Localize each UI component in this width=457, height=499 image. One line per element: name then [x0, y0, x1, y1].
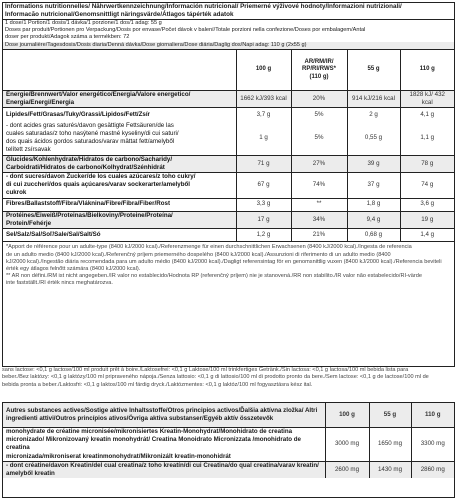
footnote-line: de un adulto medio (8400 kJ/2000 kcal)./Referenčný príjem priemerného dospelého (8400 kJ/2000 kcal)./Assunzioni di riferimento di un adulto medio (8400 [6, 251, 391, 258]
value-110g: 4,1 g [400, 108, 454, 122]
nutrition-title-line: Informacão nutricional/Genomsnittligt näringsvärde/Átlagos tápérték adatok [5, 11, 234, 18]
nutrition-table [3, 50, 454, 242]
nutrient-label [3, 172, 236, 198]
active-row-creatine [3, 461, 454, 478]
nutrient-label: Sel/Salz/Sal/Soľ/Sale/Sal/Salt/Só [3, 228, 236, 241]
nutrient-label-line: cuales saturadas/z toho nasýtené mastné kyseliny/di cui saturi/ [6, 129, 179, 137]
value-100g: 17 g [236, 211, 291, 228]
active-label-line: micronizada/mikroniserat kreatinmonohydrat/Mikronizált kreatin-monohidrát [6, 452, 231, 460]
lactose-free-statement [2, 367, 453, 389]
nutrient-row-sugars [3, 172, 454, 198]
value-55g: 1430 mg [369, 461, 411, 478]
ri-header-line: AR/RM/IR/ [304, 58, 334, 65]
nutrient-row-protein [3, 211, 454, 228]
nutrient-row-fat [3, 108, 454, 122]
servings-per-pack-text: Doses par produit/Portionen pro Verpackung/Dosis por envase/Počet dávok v balení/Totale porzioni nella confezione/Doses por embalagem/Antal [5, 27, 366, 34]
value-55g: 1650 mg [369, 428, 411, 462]
value-110g: 3,6 g [400, 198, 454, 211]
value-100g: 2600 mg [325, 461, 369, 478]
lactose-line: bebida pronta a beber./Laktosfri: <0,1 g laktos/100 ml färdig dryck./Laktózmentes: <0,1 g laktóz/100 ml fogyasztásra kész ital. [2, 381, 313, 388]
footnote-reference-intake [3, 241, 454, 287]
nutrient-row-carbohydrate [3, 155, 454, 172]
nutrient-label-line: - dont sucres/davon Zucker/de los cuales azúcares/z toho cukry/ [6, 172, 196, 180]
nutrient-label [3, 122, 236, 155]
nutrient-row-energy [3, 90, 454, 107]
value-55g: 0,55 g [347, 122, 400, 155]
nutrient-label-line: Protein/Fehérje [6, 219, 52, 227]
value-ri: 34% [291, 211, 347, 228]
nutrient-row-fibre [3, 198, 454, 211]
value-ri: 21% [291, 228, 347, 241]
nutrient-label-line: cukrok [6, 189, 27, 197]
active-label-line: micronizado/ Mikronizovaný kreatín monohydrát/ Creatina Monoidrato Micronizzata /monohidrato de creatina [6, 436, 301, 452]
nutrient-label-line: Protéines/Eiweiß/Proteinas/Bielkoviny/Proteine/Proteína/ [6, 211, 173, 219]
value-100g: 3,7 g [236, 108, 291, 122]
active-substances-panel [2, 402, 455, 498]
actives-title [3, 403, 325, 428]
footnote-line: inte fastställt./RI érték nincs meghatározva. [6, 280, 113, 287]
value-100g: 1,2 g [236, 228, 291, 241]
nutrient-label: Lipides/Fett/Grasas/Tuky/Grassi/Lipidos/Fett/Zsír [3, 108, 236, 122]
col-header-100g: 100 g [236, 50, 291, 91]
nutrient-label [3, 90, 236, 107]
nutrient-label: Fibres/Ballaststoff/Fibra/Vláknina/Fibre/Fibra/Fiber/Rost [3, 198, 236, 211]
value-110g: 1,4 g [400, 228, 454, 241]
value-110g: 1828 kJ/ 432 kcal [400, 90, 454, 107]
col-header-55g: 55 g [347, 50, 400, 91]
active-label-line: amelyből kreatin [6, 470, 55, 478]
nutrient-label-line: Glucides/Kohlenhydrate/Hidratos de carbono/Sacharidy/ [6, 155, 173, 163]
value-110g: 78 g [400, 155, 454, 172]
footnote-line: kJ/2000 kcal)./Ingestão diária recomendada para um adulto médio (8400 kJ/2000 kcal)./Dagligt referensintag för en genomsnittlig vuxen (8400 kJ/2000 kcal)./Referencia beviteli [6, 258, 442, 265]
nutrient-header-blank [3, 50, 236, 91]
active-label-line: - dont créatine/davon Kreatin/del cual creatina/z toho kreatín/di cui Creatina/do qual creatina/varav kreatin/ [6, 461, 319, 469]
actives-title-line: ingredienti attivi/Outros princípios ativos/Övriga aktiva substanser/Egyéb aktív összetevők [6, 415, 274, 422]
nutrient-label-line: dos quais ácidos gordos saturados/varav mättat fett/amelyből [6, 138, 175, 146]
col-header-110g: 110 g [411, 403, 454, 428]
nutrient-label [3, 155, 236, 172]
value-ri: 5% [291, 122, 347, 155]
nutrition-title [3, 3, 454, 20]
nutrient-label-line: Energia/Energi/Energia [6, 99, 75, 107]
serving-info [3, 20, 454, 42]
value-110g: 2860 mg [411, 461, 454, 478]
active-substances-table [3, 403, 454, 478]
active-label [3, 428, 325, 462]
value-55g: 9,4 g [347, 211, 400, 228]
col-header-reference-intake [291, 50, 347, 91]
value-55g: 39 g [347, 155, 400, 172]
value-100g: 71 g [236, 155, 291, 172]
footnote-line: ** AR non défini./RM ist nicht angegeben./IR valor no establecido/Hodnota RP (referenčný príjem) nie je stanovená./RR non stabilito./IR valor não estabelecido/RI-värde [6, 273, 422, 280]
ri-header-line: (110 g) [309, 73, 329, 80]
value-100g: 1662 kJ/393 kcal [236, 90, 291, 107]
daily-dose-text: Dose journalière/Tagesdosis/Dosis diaria/Denná dávka/Dose giornaliera/Dose diária/Daglig dos/Napi adag: 110 g (2x55 g) [3, 42, 454, 50]
footnote-line: *Apport de référence pour un adulte-type (8400 kJ/2000 kcal)./Referenzmenge für einen durchschnittlichen Erwachsenen (8400 kJ/2000 kcal)./Ingesta de referencia [6, 244, 412, 251]
active-label-line: monohydrate de créatine micronisée/mikronisiertes Kreatin-Monohydrat/Monohidrato de creatina [6, 428, 293, 435]
nutrition-facts-panel [2, 2, 455, 367]
footnote-line: érték egy átlagos felnőtt számára (8400 kJ/2000 kcal). [6, 266, 141, 273]
value-ri: ** [291, 198, 347, 211]
value-55g: 1,8 g [347, 198, 400, 211]
value-100g: 3,3 g [236, 198, 291, 211]
col-header-110g: 110 g [400, 50, 454, 91]
nutrient-row-saturates [3, 122, 454, 155]
servings-per-pack-text: doser per produkt/Adagok száma a termékben: 72 [5, 34, 130, 41]
value-ri: 27% [291, 155, 347, 172]
value-ri: 5% [291, 108, 347, 122]
nutrient-label-line: telített zsírsavak [6, 146, 51, 154]
ri-header-line: RP/RI/RWS* [302, 66, 336, 73]
col-header-100g: 100 g [325, 403, 369, 428]
value-55g: 0,68 g [347, 228, 400, 241]
value-55g: 37 g [347, 172, 400, 198]
value-110g: 1,1 g [400, 122, 454, 155]
serving-size-text: 1 dose/1 Portion/1 dosis/1 dávka/1 porzione/1 dos/1 adag: 55 g [5, 20, 162, 26]
lactose-line: beber./Bez laktózy: <0,1 g laktózy/100 ml pripraveného nápoja./Senza lattosio: <0,1 g di lattosio/100 ml di prodotto pronto da bere./Sem lactose: <0,1 g de lactose/100 ml de [2, 374, 429, 381]
nutrient-label-line: Carboidrati/Hidratos de carbono/Kolhydrat/Szénhidrát [6, 163, 165, 171]
value-100g: 3000 mg [325, 428, 369, 462]
nutrient-row-salt [3, 228, 454, 241]
nutrient-label-line: di cui zuccheri/dos quais açúcares/varav sockerarter/amelyből [6, 181, 190, 189]
value-ri: 74% [291, 172, 347, 198]
value-ri: 20% [291, 90, 347, 107]
nutrient-label [3, 211, 236, 228]
value-55g: 2 g [347, 108, 400, 122]
value-110g: 74 g [400, 172, 454, 198]
col-header-55g: 55 g [369, 403, 411, 428]
active-row-creatine-monohydrate [3, 428, 454, 462]
value-100g: 67 g [236, 172, 291, 198]
value-55g: 914 kJ/216 kcal [347, 90, 400, 107]
actives-title-line: Autres substances actives/Sostige aktive Inhaltsstoffe/Otros principios activos/Ďalšia aktívna zložka/ Altri [6, 406, 318, 414]
actives-header-row [3, 403, 454, 428]
nutrient-label-line: - dont acides gras saturés/davon gesättigte Fettsäuren/de las [6, 121, 174, 129]
lactose-line: sans lactose: <0,1 g lactose/100 ml produit prêt à boire./Laktosefrei: <0,1 g Laktose/100 ml trinkfertiges Getränk./Sin lactosa: <0,1 g lactosa/100 ml bebida lista para [2, 367, 409, 373]
nutrition-header-row [3, 50, 454, 91]
value-110g: 3300 mg [411, 428, 454, 462]
active-label [3, 461, 325, 478]
value-110g: 19 g [400, 211, 454, 228]
nutrient-label-line: Énergie/Brennwert/Valor energético/Energia/Valore energetico/ [6, 90, 191, 98]
nutrition-title-line: Informations nutritionnelles/ Nährwertkennzeichnung/Información nutricional/ Priemerné výživové hodnoty/Informazioni nutrizionali/ [5, 3, 402, 10]
value-100g: 1 g [236, 122, 291, 155]
